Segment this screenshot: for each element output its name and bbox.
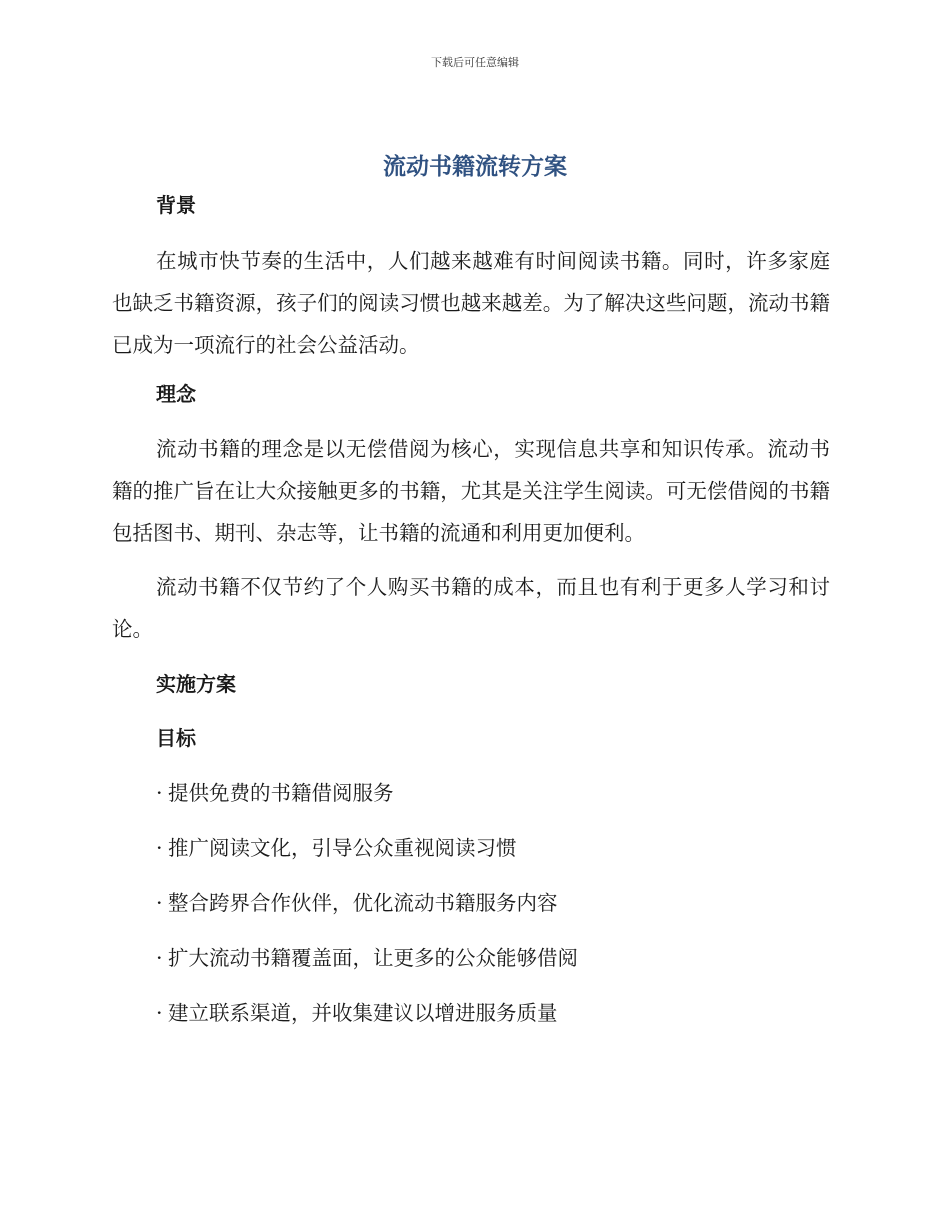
document-title: 流动书籍流转方案: [383, 154, 567, 180]
bullet-marker: ·: [156, 836, 163, 860]
heading-background: 背景: [156, 193, 196, 217]
goal-item: [112, 888, 830, 918]
paragraph-background: 在城市快节奏的生活中，人们越来越难有时间阅读书籍。同时，许多家庭也缺乏书籍资源，孩子们的阅读习惯也越来越差。为了解决这些问题，流动书籍已成为一项流行的社会公益活动。: [112, 249, 830, 357]
goal-item-text: 整合跨界合作伙伴，优化流动书籍服务内容: [168, 891, 558, 915]
heading-concept: 理念: [156, 382, 196, 406]
document-body: [112, 190, 830, 1028]
bullet-marker: ·: [156, 781, 163, 805]
goal-item-text: 扩大流动书籍覆盖面，让更多的公众能够借阅: [168, 946, 578, 970]
paragraph-concept-1: 流动书籍的理念是以无偿借阅为核心，实现信息共享和知识传承。流动书籍的推广旨在让大众接触更多的书籍，尤其是关注学生阅读。可无偿借阅的书籍包括图书、期刊、杂志等，让书籍的流通和利用更加便利。: [112, 437, 830, 545]
goal-item-text: 推广阅读文化，引导公众重视阅读习惯: [168, 836, 517, 860]
paragraph-concept-2: 流动书籍不仅节约了个人购买书籍的成本，而且也有利于更多人学习和讨论。: [112, 575, 830, 641]
bullet-marker: ·: [156, 891, 163, 915]
bullet-marker: ·: [156, 946, 163, 970]
goal-item: [112, 943, 830, 973]
header-note: 下载后可任意编辑: [431, 56, 519, 69]
goal-item-text: 提供免费的书籍借阅服务: [168, 781, 394, 805]
heading-goals: 目标: [156, 726, 196, 750]
goal-item: [112, 998, 830, 1028]
goal-item: [112, 778, 830, 808]
heading-plan: 实施方案: [156, 672, 236, 696]
goal-item: [112, 833, 830, 863]
goal-item-text: 建立联系渠道，并收集建议以增进服务质量: [168, 1001, 558, 1025]
bullet-marker: ·: [156, 1001, 163, 1025]
